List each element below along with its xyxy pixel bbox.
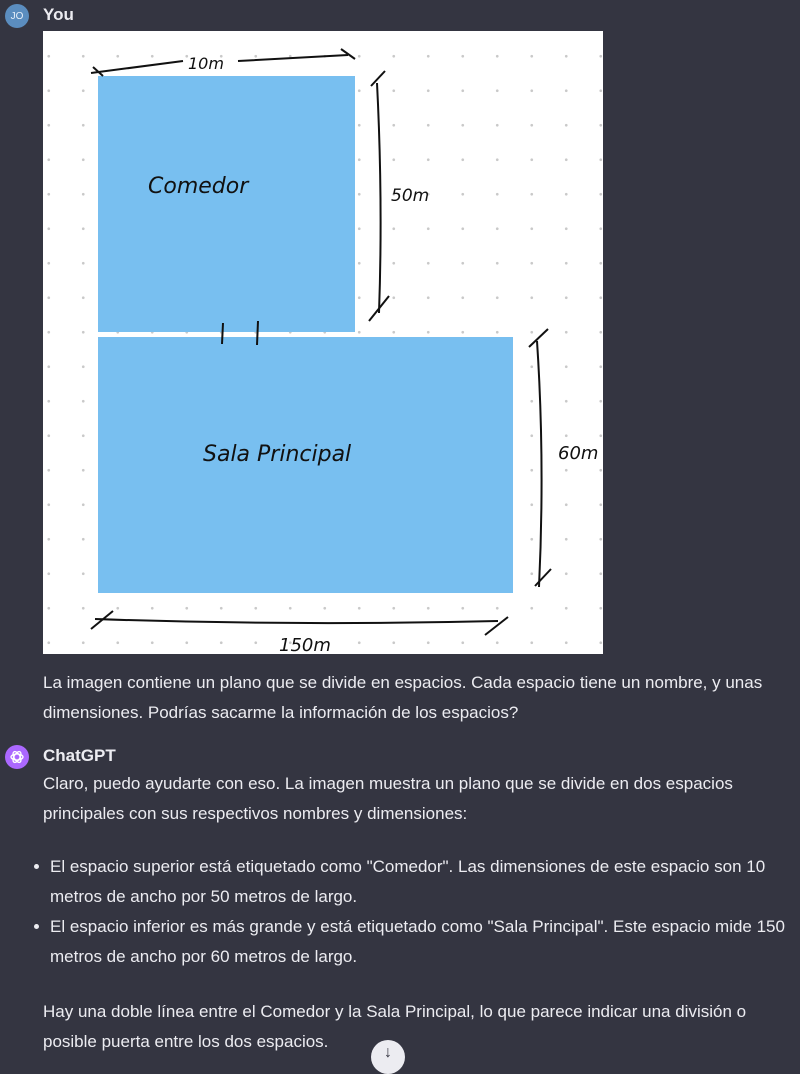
scroll-to-bottom-button[interactable]: [371, 1040, 405, 1074]
list-item: El espacio superior está etiquetado como "Comedor". Las dimensiones de este espacio son 10 metros de ancho por 50 metros de largo.: [30, 852, 796, 912]
floor-plan-drawing: [43, 31, 603, 654]
user-message-text: La imagen contiene un plano que se divide en espacios. Cada espacio tiene un nombre, y unas dimensiones. Podrías sacarme la información de los espacios?: [43, 673, 763, 722]
arrow-down-icon: ↓: [384, 1044, 392, 1061]
list-item: El espacio inferior es más grande y está etiquetado como "Sala Principal". Este espacio mide 150 metros de ancho por 60 metros de largo.: [30, 912, 796, 972]
user-avatar: [5, 4, 29, 28]
floor-plan-image: [43, 31, 603, 654]
assistant-bullet-list: [30, 852, 796, 972]
assistant-intro-text: Claro, puedo ayudarte con eso. La imagen muestra un plano que se divide en dos espacios principales con sus respectivos nombres y dimensiones:: [43, 774, 733, 823]
comedor-height-label: 50m: [391, 186, 430, 206]
gpt-avatar: [5, 745, 29, 769]
comedor-room: [98, 76, 355, 332]
openai-logo-icon: [9, 749, 25, 765]
sala-height-label: 60m: [558, 443, 599, 464]
top-width-label: 10m: [188, 54, 224, 73]
comedor-label: Comedor: [148, 174, 249, 199]
sala-principal-label: Sala Principal: [203, 442, 352, 467]
user-author-name: You: [43, 5, 74, 24]
assistant-closing-text: Hay una doble línea entre el Comedor y la Sala Principal, lo que parece indicar una división o posible puerta entre los dos espacios.: [43, 1002, 747, 1051]
user-avatar-initials: JO: [10, 10, 24, 22]
assistant-author-name: ChatGPT: [43, 746, 116, 765]
bottom-width-label: 150m: [279, 635, 331, 654]
